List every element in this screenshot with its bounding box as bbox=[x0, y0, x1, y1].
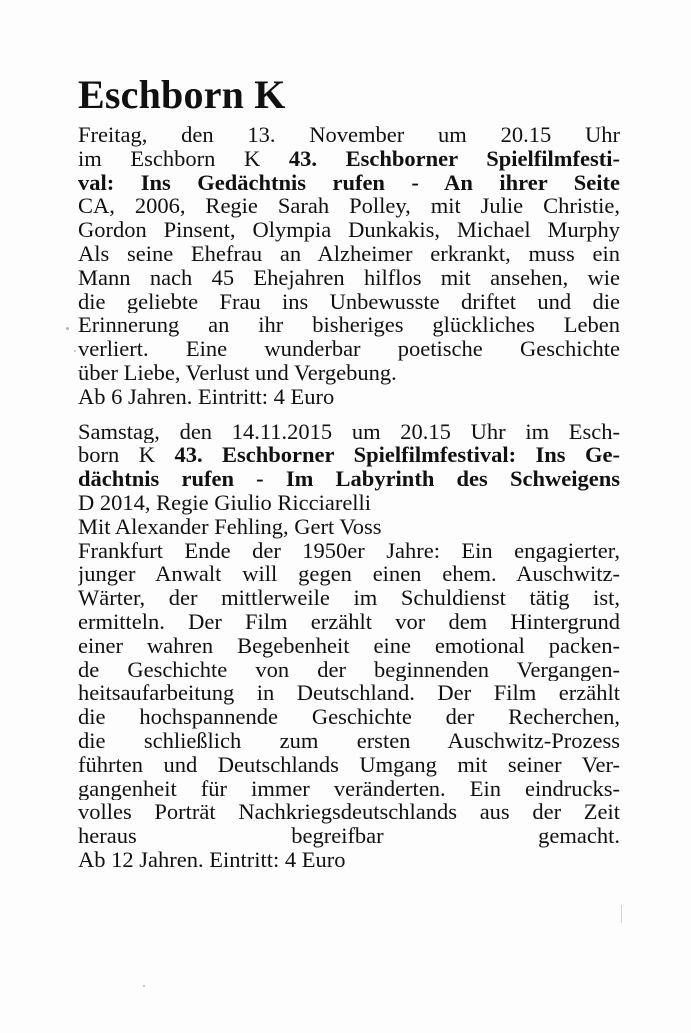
body-text: die schließlich zum ersten Auschwitz-Prozess bbox=[78, 728, 620, 753]
text-line bbox=[78, 610, 620, 634]
body-text: Erinnerung an ihr bisheriges glückliches Leben bbox=[78, 313, 620, 338]
body-text: D 2014, Regie Giulio Ricciarelli bbox=[78, 490, 372, 515]
body-text: Als seine Ehefrau an Alzheimer erkrankt, muss ein bbox=[78, 241, 620, 266]
text-line bbox=[78, 467, 620, 491]
text-line bbox=[78, 586, 620, 610]
article-heading: Eschborn K bbox=[78, 72, 286, 117]
bold-text: 43. Eschborner Spielfilmfestival: Ins Ge- bbox=[174, 443, 620, 468]
body-text: born K bbox=[78, 443, 175, 468]
body-text: junger Anwalt will gegen einen ehem. Auschwitz- bbox=[78, 562, 620, 587]
text-line bbox=[78, 420, 620, 444]
text-line bbox=[78, 194, 620, 218]
scan-speck bbox=[74, 350, 76, 352]
body-text: heitsaufarbeitung in Deutschland. Der Film erzählt bbox=[78, 681, 620, 706]
body-text: Ab 6 Jahren. Eintritt: 4 Euro bbox=[78, 384, 335, 409]
text-line bbox=[78, 218, 620, 242]
body-text: Mit Alexander Fehling, Gert Voss bbox=[78, 514, 382, 539]
body-text: verliert. Eine wunderbar poetische Geschichte bbox=[78, 337, 620, 361]
text-line bbox=[78, 681, 620, 705]
body-text: die hochspannende Geschichte der Recherchen, bbox=[78, 705, 620, 729]
event-entry bbox=[78, 420, 620, 872]
scan-edge-mark bbox=[621, 905, 622, 923]
text-line bbox=[78, 443, 620, 467]
text-line bbox=[78, 385, 620, 409]
body-text: volles Porträt Nachkriegsdeutschlands aus der Zeit bbox=[78, 800, 620, 825]
body-text: einer wahren Begebenheit eine emotional packen- bbox=[78, 633, 620, 658]
event-separator bbox=[78, 409, 620, 420]
bold-text: dächtnis rufen - Im Labyrinth des Schweigens bbox=[78, 467, 620, 491]
event-entry bbox=[78, 123, 620, 409]
scan-speck bbox=[143, 985, 145, 987]
body-text: Gordon Pinsent, Olympia Dunkakis, Michael Murphy bbox=[78, 218, 620, 242]
body-text: Ab 12 Jahren. Eintritt: 4 Euro bbox=[78, 847, 346, 872]
text-line bbox=[78, 753, 620, 777]
text-line bbox=[78, 337, 620, 361]
text-line bbox=[78, 824, 620, 848]
body-text: Mann nach 45 Ehejahren hilflos mit ansehen, wie bbox=[78, 265, 620, 290]
text-line bbox=[78, 539, 620, 563]
text-line bbox=[78, 729, 620, 753]
text-line bbox=[78, 800, 620, 824]
text-line bbox=[78, 848, 620, 872]
text-line bbox=[78, 242, 620, 266]
body-text: ermitteln. Der Film erzählt vor dem Hintergrund bbox=[78, 609, 620, 634]
body-text: Samstag, den 14.11.2015 um 20.15 Uhr im Esch- bbox=[78, 419, 620, 444]
text-line bbox=[78, 147, 620, 171]
body-text: Freitag, den 13. November um 20.15 Uhr bbox=[78, 123, 620, 147]
body-text: die geliebte Frau ins Unbewusste driftet und die bbox=[78, 289, 620, 314]
text-line bbox=[78, 491, 620, 515]
text-line bbox=[78, 361, 620, 385]
body-text: CA, 2006, Regie Sarah Polley, mit Julie Christie, bbox=[78, 194, 620, 219]
body-text: heraus begreifbar gemacht. bbox=[78, 824, 620, 848]
event-list bbox=[78, 123, 620, 872]
text-line bbox=[78, 515, 620, 539]
body-text: de Geschichte von der beginnenden Vergangen- bbox=[78, 657, 620, 682]
text-line bbox=[78, 562, 620, 586]
text-line bbox=[78, 777, 620, 801]
bold-text: val: Ins Gedächtnis rufen - An ihrer Seite bbox=[78, 170, 620, 195]
bold-text: 43. Eschborner Spielfilmfesti- bbox=[288, 146, 620, 171]
article bbox=[78, 72, 620, 872]
text-line bbox=[78, 290, 620, 314]
body-text: Wärter, der mittlerweile im Schuldienst tätig ist, bbox=[78, 586, 620, 610]
body-text: gangenheit für immer veränderten. Ein eindrucks- bbox=[78, 776, 620, 801]
text-line bbox=[78, 705, 620, 729]
text-line bbox=[78, 658, 620, 682]
body-text: Frankfurt Ende der 1950er Jahre: Ein engagierter, bbox=[78, 538, 620, 563]
text-line bbox=[78, 266, 620, 290]
text-line bbox=[78, 634, 620, 658]
body-text: über Liebe, Verlust und Vergebung. bbox=[78, 360, 397, 385]
scan-speck bbox=[66, 327, 69, 330]
body-text: führten und Deutschlands Umgang mit seiner Ver- bbox=[78, 752, 620, 777]
body-text: im Eschborn K bbox=[78, 146, 289, 171]
text-line bbox=[78, 313, 620, 337]
text-line bbox=[78, 171, 620, 195]
text-line bbox=[78, 123, 620, 147]
